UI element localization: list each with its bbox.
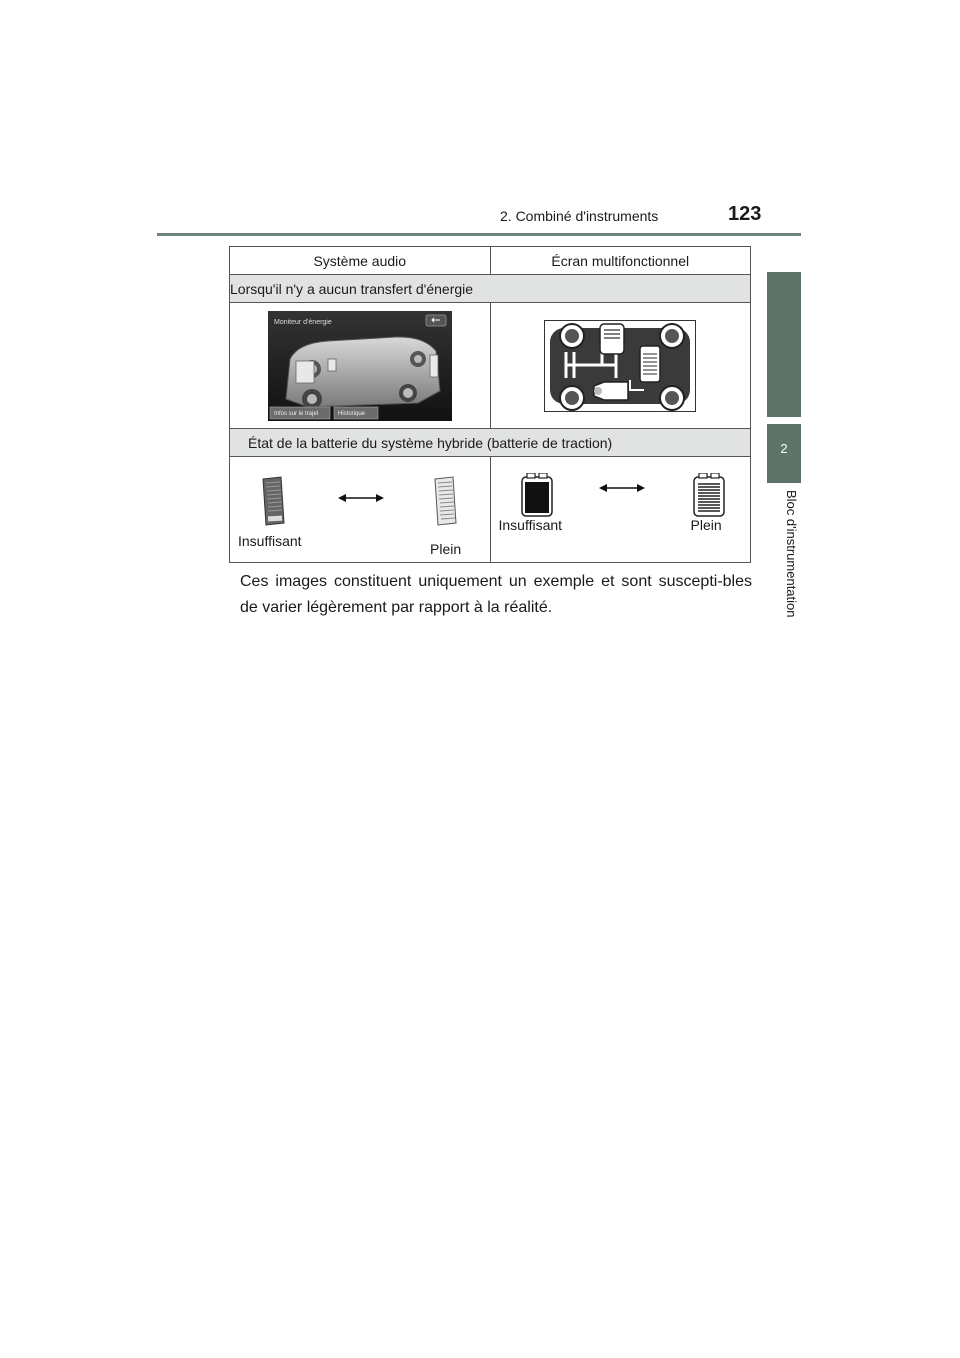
audio-screen-title: Moniteur d'énergie [273,318,332,326]
chapter-number-tab: 2 [767,424,801,483]
multi-screen-cell [490,303,751,429]
audio-energy-monitor-image [268,311,452,421]
multi-battery-low-icon [521,473,553,517]
audio-battery-cell [230,457,491,563]
double-arrow-icon [599,483,645,493]
multi-battery-full-icon [693,473,725,517]
audio-battery-low-icon [260,475,286,527]
trip-info-button-label: Infos sur le trajet [273,410,319,417]
history-button-label: Historique [337,410,365,417]
side-tab-bar [767,272,801,417]
multi-low-label: Insuffisant [498,517,563,533]
col-header-audio: Système audio [230,247,491,275]
multi-battery-cell [490,457,751,563]
disclaimer-note: Ces images constituent uniquement un exemple et sont suscepti-bles de varier légèrement par rapport à la réalité. [240,573,752,616]
row-label-battery-state: État de la batterie du système hybride (batterie de traction) [230,429,751,457]
multi-full-label: Plein [690,517,722,533]
audio-battery-full-icon [432,475,458,527]
chapter-title: Bloc d'instrumentation [784,490,799,618]
double-arrow-icon [338,493,384,503]
audio-screen-cell [230,303,491,429]
col-header-multi: Écran multifonctionnel [490,247,751,275]
row-label-no-transfer: Lorsqu'il n'y a aucun transfert d'énergie [230,275,751,303]
audio-low-label: Insuffisant [238,533,302,549]
header-rule [157,233,801,236]
section-title: 2. Combiné d'instruments [500,208,659,224]
multi-energy-flow-image [544,320,696,412]
energy-display-table [229,246,751,563]
audio-full-label: Plein [430,541,462,557]
page-number: 123 [728,203,762,225]
